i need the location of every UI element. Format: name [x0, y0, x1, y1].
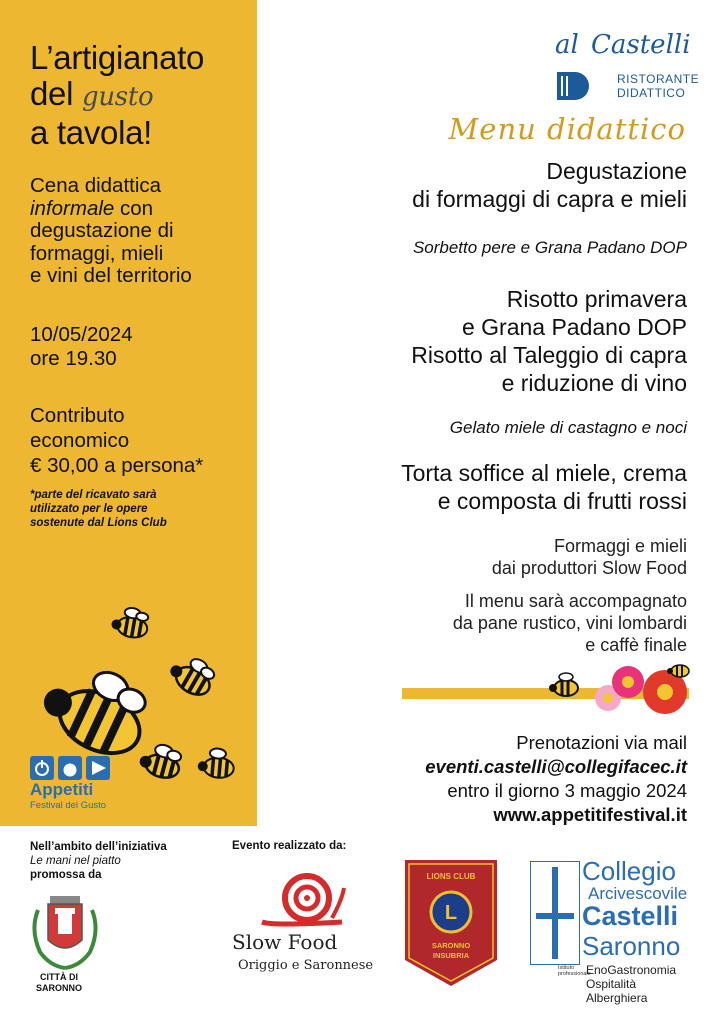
dish-1-line-2: di formaggi di capra e mieli [412, 186, 687, 212]
headline-line-2 [30, 76, 204, 115]
footnote-line-2: utilizzato per le opere [30, 503, 148, 515]
info-producers-line-1: Formaggi e mieli [553, 536, 687, 556]
booking-deadline: entro il giorno 3 maggio 2024 [447, 780, 687, 801]
castelli-logo [555, 30, 700, 105]
contrib-line-2: economico [30, 429, 130, 452]
footnote-line-3: sostenute dal Lions Club [30, 517, 167, 529]
istituto-line-2: professionale [558, 971, 591, 977]
contribution [30, 403, 203, 478]
collegio-emblem-icon [530, 861, 580, 965]
bee-icon [137, 740, 184, 781]
citta-line-2: SARONNO [36, 983, 83, 993]
logo-castelli: Castelli [591, 30, 691, 60]
intro-text [30, 175, 192, 288]
dish-2 [411, 285, 687, 397]
event-date: 10/05/2024 [30, 323, 133, 346]
organized-by: Evento realizzato da: [232, 840, 347, 852]
event-time: ore 19.30 [30, 347, 117, 370]
contrib-price: € 30,00 a persona* [30, 454, 204, 477]
appetiti-sub: Festival del Gusto [30, 800, 107, 811]
intro-informale: informale [30, 196, 115, 220]
small-bee-icon [549, 673, 578, 696]
slowfood-logo [232, 870, 382, 990]
footnote-line-1: *parte del ricavato sarà [30, 489, 157, 501]
initiative-name: Le mani nel piatto [30, 855, 121, 867]
lions-saronno: SARONNO [431, 941, 471, 950]
left-panel [0, 0, 257, 826]
flowers-illustration [548, 660, 698, 720]
bee-icon [110, 605, 150, 640]
dish-1-line-1: Degustazione [546, 158, 687, 184]
flower-icon [612, 666, 644, 698]
intro-line-5: e vini del territorio [30, 264, 192, 287]
svg-text:L: L [444, 902, 458, 924]
snail-icon [232, 870, 382, 928]
dish-3 [401, 459, 687, 515]
sorbet: Sorbetto pere e Grana Padano DOP [412, 238, 687, 257]
intro-line-4: formaggi, mieli [30, 241, 164, 265]
footnote [30, 488, 167, 530]
initiative-line-1: Nell’ambito dell’iniziativa [30, 841, 167, 853]
gelato: Gelato miele di castagno e noci [449, 418, 687, 437]
info-acc-line-1: Il menu sarà accompagnato [464, 591, 687, 611]
dish-2-line-3: Risotto al Taleggio di capra [411, 342, 687, 368]
booking-line-1: Prenotazioni via mail [516, 732, 687, 753]
initiative-line-3: promossa da [30, 869, 102, 881]
restaurant-mark-icon [555, 70, 609, 102]
event-datetime [30, 323, 133, 371]
dish-3-line-2: e composta di frutti rossi [437, 488, 687, 514]
dish-3-line-1: Torta soffice al miele, crema [401, 460, 687, 486]
headline-del: del [30, 75, 74, 112]
appetiti-icons [30, 756, 114, 780]
slowfood-name: Slow Food [232, 930, 338, 954]
enogastronomia: EnoGastronomia [586, 963, 677, 977]
ospitalita: Ospitalità Alberghiera [586, 977, 648, 1005]
info-acc-line-2: da pane rustico, vini lombardi [452, 613, 687, 633]
bee-icon [165, 649, 219, 700]
booking-website-link[interactable]: www.appetitifestival.it [493, 804, 687, 825]
initiative-text [30, 840, 167, 882]
booking-email-link[interactable]: eventi.castelli@collegifacec.it [425, 756, 687, 777]
istituto-line-1: Istituto [558, 965, 575, 971]
intro-line-3: degustazione di [30, 219, 174, 242]
headline-line-1: L’artigianato [30, 39, 205, 76]
appetiti-logo [30, 756, 130, 816]
saronno-word: Saronno [582, 931, 681, 961]
appetiti-word: Appetiti [30, 780, 94, 799]
headline-line-3: a tavola! [30, 114, 153, 151]
intro-line-2 [30, 198, 192, 221]
dish-2-line-2: e Grana Padano DOP [461, 314, 687, 340]
saronno-crest-icon [30, 890, 100, 970]
collegio-castelli-logo [530, 856, 700, 1005]
lions-club-pennant [405, 860, 497, 986]
collegio-word: Collegio [582, 856, 676, 886]
contrib-line-1: Contributo [30, 404, 125, 427]
lions-insubria: INSUBRIA [432, 951, 470, 960]
info-producers [492, 535, 687, 579]
slowfood-sub: Origgio e Saronnese [238, 958, 374, 973]
bee-icon [40, 651, 159, 765]
dish-2-line-4: e riduzione di vino [501, 370, 687, 396]
dish-1 [412, 157, 687, 213]
logo-ristorante: RISTORANTE [617, 72, 700, 86]
headline-gusto: gusto [82, 82, 154, 112]
intro-line-1: Cena didattica [30, 174, 162, 197]
arcivescovile-word: Arcivescovile [588, 884, 688, 903]
menu-title: Menu didattico [448, 112, 686, 146]
logo-didattico: DIDATTICO [617, 86, 686, 100]
info-acc-line-3: e caffè finale [585, 635, 687, 655]
dish-2-line-1: Risotto primavera [506, 286, 687, 312]
citta-line-1: CITTÀ DI [40, 972, 78, 982]
info-accompaniment [453, 590, 687, 656]
headline [30, 40, 204, 151]
info-producers-line-2: dai produttori Slow Food [491, 558, 687, 578]
citta-saronno [36, 972, 82, 994]
bee-icon [197, 747, 235, 779]
intro-con: con [114, 196, 154, 220]
booking-info [425, 731, 687, 827]
lions-top-label: LIONS CLUB [426, 872, 476, 881]
logo-al: al [555, 30, 579, 60]
castelli-word: Castelli [582, 901, 679, 931]
lions-bottom-label [405, 941, 497, 961]
